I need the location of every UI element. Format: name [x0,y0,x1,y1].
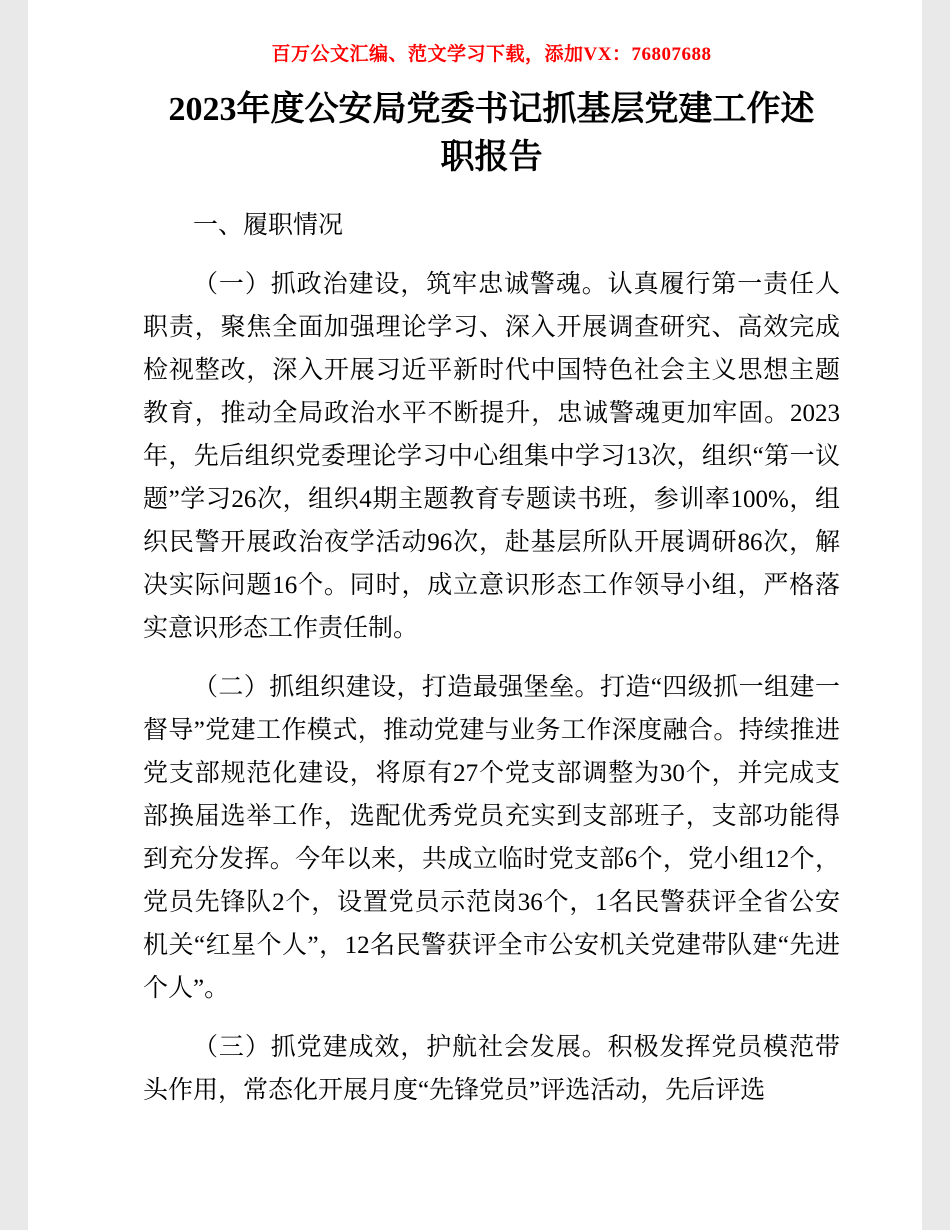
paragraph-organization-building: （二）抓组织建设，打造最强堡垒。打造“四级抓一组建一督导”党建工作模式，推动党建与业务工作深度融合。持续推进党支部规范化建设，将原有27个党支部调整为30个，并完成支部换届选举工作，选配优秀党员充实到支部班子，支部功能得到充分发挥。今年以来，共成立临时党支部6个，党小组12个，党员先锋队2个，设置党员示范岗36个，1名民警获评全省公安机关“红星个人”，12名民警获评全市公安机关党建带队建“先进个人”。 [143,674,840,1002]
paragraph-political-building: （一）抓政治建设，筑牢忠诚警魂。认真履行第一责任人职责，聚焦全面加强理论学习、深入开展调查研究、高效完成检视整改，深入开展习近平新时代中国特色社会主义思想主题教育，推动全局政治水平不断提升，忠诚警魂更加牢固。2023年，先后组织党委理论学习中心组集中学习13次，组织“第一议题”学习26次，组织4期主题教育专题读书班，参训率100%，组织民警开展政治夜学活动96次，赴基层所队开展调研86次，解决实际问题16个。同时，成立意识形态工作领导小组，严格落实意识形态工作责任制。 [143,271,840,642]
header-notice: 百万公文汇编、范文学习下载，添加VX：76807688 [271,44,712,65]
paragraph-party-building-results: （三）抓党建成效，护航社会发展。积极发挥党员模范带头作用，常态化开展月度“先锋党员”评选活动，先后评选 [143,1034,840,1104]
document-title: 2023年度公安局党委书记抓基层党建工作述职报告 [168,91,815,176]
section-heading-performance: 一、履职情况 [193,212,344,239]
document-page [28,0,922,1230]
